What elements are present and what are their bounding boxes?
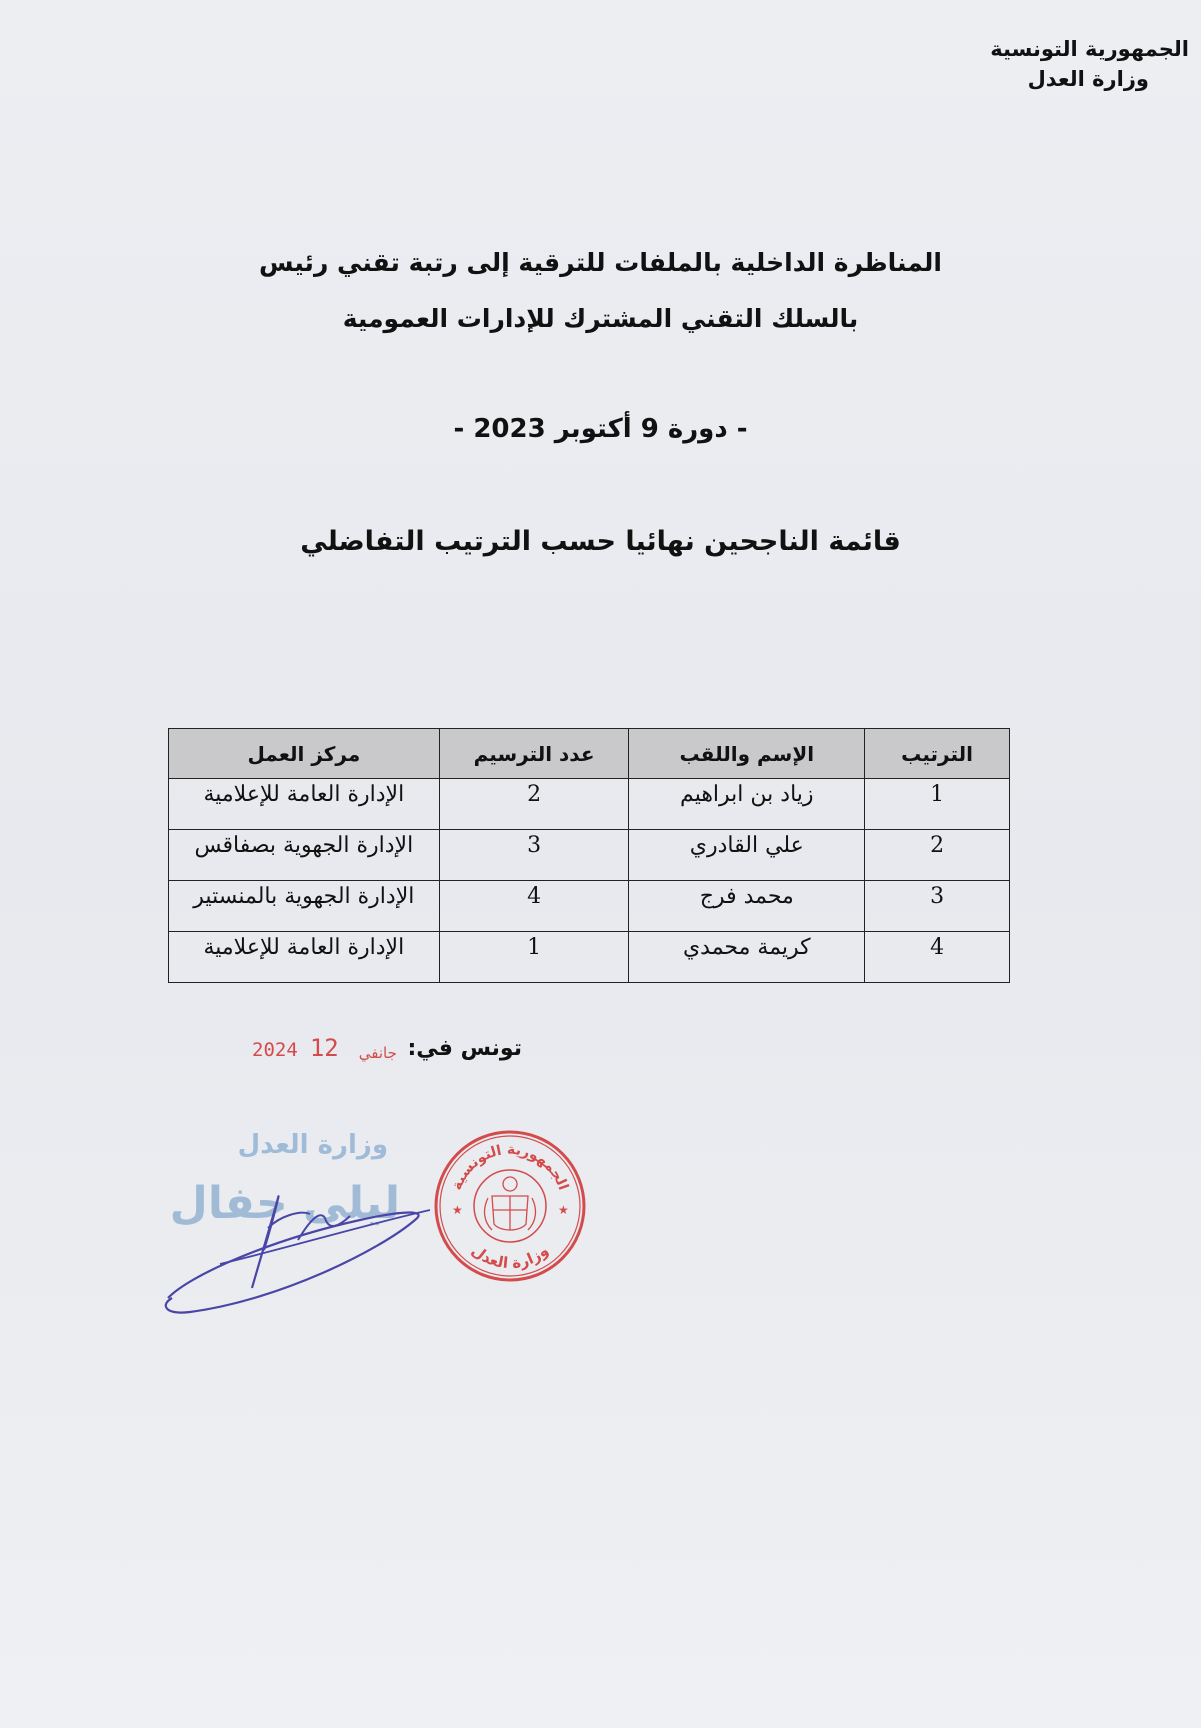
count-cell: 1 (439, 932, 629, 983)
letterhead (931, 34, 1191, 94)
table-header-row (169, 729, 1010, 779)
name-cell: كريمة محمدي (629, 932, 865, 983)
rank-cell: 3 (865, 881, 1010, 932)
coat-of-arms-icon (485, 1177, 536, 1230)
date-label: تونس في: (407, 1036, 522, 1061)
count-cell: 4 (439, 881, 629, 932)
date-day: 12 (309, 1034, 339, 1062)
center-cell: الإدارة العامة للإعلامية (169, 932, 440, 983)
table-row (169, 779, 1010, 830)
document-title-line2: بالسلك التقني المشترك للإدارات العمومية (342, 304, 859, 333)
header-rank: الترتيب (865, 729, 1010, 779)
name-stamp-ministry: وزارة العدل (237, 1130, 388, 1160)
center-cell: الإدارة الجهوية بصفاقس (169, 830, 440, 881)
rank-cell: 1 (865, 779, 1010, 830)
seal-star-icon: ★ (452, 1203, 463, 1217)
date-month: جانفي (358, 1044, 397, 1062)
date-line (252, 1034, 522, 1074)
name-cell: محمد فرج (629, 881, 865, 932)
center-cell: الإدارة الجهوية بالمنستير (169, 881, 440, 932)
document-title-line1: المناظرة الداخلية بالملفات للترقية إلى رتبة تقني رئيس (259, 248, 942, 277)
republic-name: الجمهورية التونسية (990, 37, 1189, 61)
seal-star-icon: ★ (558, 1203, 569, 1217)
list-title: قائمة الناجحين نهائيا حسب الترتيب التفاضلي (300, 526, 901, 557)
table-row (169, 881, 1010, 932)
date-year: 2024 (252, 1039, 298, 1061)
table-row (169, 932, 1010, 983)
ministry-name: وزارة العدل (1027, 67, 1149, 91)
header-center: مركز العمل (169, 729, 440, 779)
count-cell: 3 (439, 830, 629, 881)
seal-top-text: الجمهورية التونسية (448, 1141, 572, 1193)
table-row (169, 830, 1010, 881)
name-stamp-official: ليلى حفال (169, 1178, 400, 1229)
header-name: الإسم واللقب (629, 729, 865, 779)
svg-text:وزارة العدل (468, 1241, 552, 1272)
handwritten-signature (160, 1180, 460, 1320)
name-cell: علي القادري (629, 830, 865, 881)
count-cell: 2 (439, 779, 629, 830)
official-seal (430, 1126, 590, 1286)
name-cell: زياد بن ابراهيم (629, 779, 865, 830)
date-stamp (252, 1034, 405, 1062)
svg-text:الجمهورية التونسية (449, 1142, 571, 1192)
rank-cell: 4 (865, 932, 1010, 983)
session-date: - دورة 9 أكتوبر 2023 - (453, 414, 748, 444)
results-table (168, 728, 1010, 983)
seal-bottom-text: وزارة العدل (468, 1241, 552, 1273)
rank-cell: 2 (865, 830, 1010, 881)
center-cell: الإدارة العامة للإعلامية (169, 779, 440, 830)
header-count: عدد الترسيم (439, 729, 629, 779)
